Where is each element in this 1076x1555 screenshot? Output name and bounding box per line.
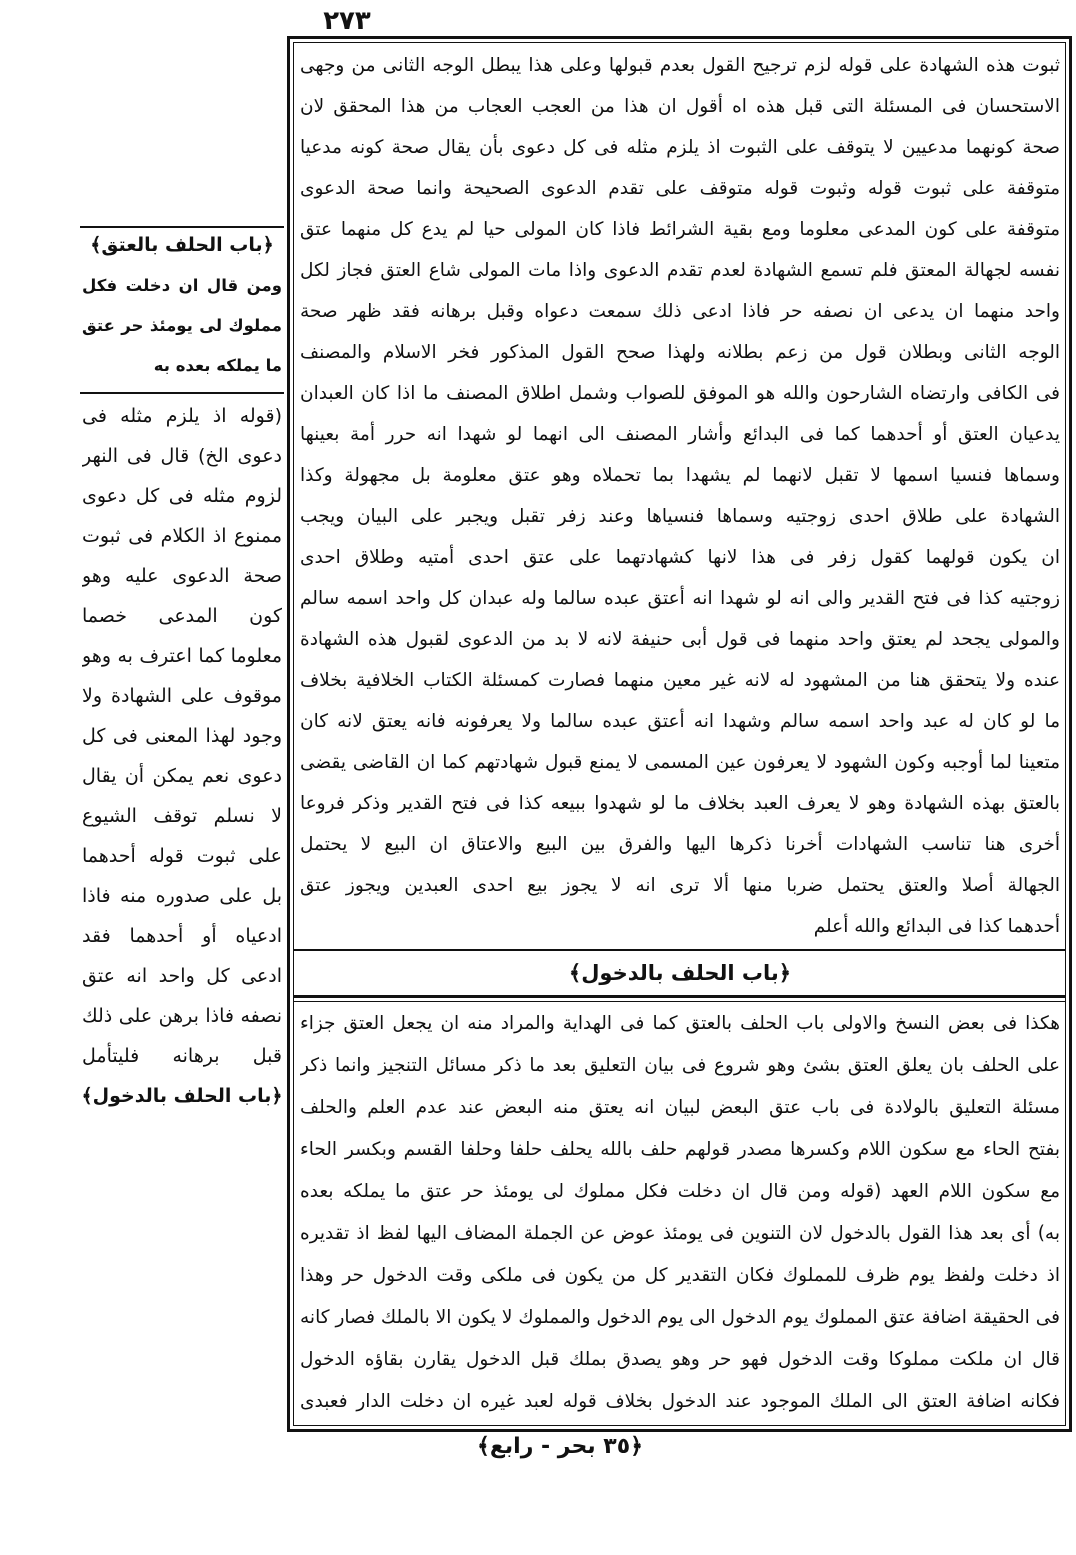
- margin-commentary-line: موقوف على الشهادة ولا: [82, 685, 282, 707]
- main-text-line: قال ان ملكت مملوكا وقت الدخول فهو حر وهو يصدق بملك قبل الدخول يقارن بقاؤه الدخول: [300, 1349, 1060, 1370]
- page-number: ٢٧٣: [323, 6, 371, 36]
- margin-commentary-line: لا نسلم توقف الشيوع: [82, 805, 282, 827]
- main-text-line: مسئلة التعليق بالولادة فى باب عتق البعض لبيان انه يعتق منه البعض عند عدم العلم والحلف: [300, 1097, 1060, 1118]
- main-text-line: عنده ولا يتحقق هنا من المشهود له لانه غير معين منهما فصارت كمسئلة الكتاب الخلافية بخلاف: [300, 670, 1060, 691]
- margin-next-chapter-heading: ﴿باب الحلف بالدخول﴾: [81, 1085, 283, 1107]
- main-text-line: زوجتيه كذا فى فتح القدير والى انه لو شهدا انه أعتق عبده سالما وله عبدان كل واحد اسمه سالم: [300, 588, 1060, 609]
- main-text-line: ما لو كان له عبد واحد اسمه سالم وشهدا انه أعتق عبده سالما ولا يعرفونه فانه يعتق لانه كان: [300, 711, 1060, 732]
- main-text-line: الجهالة أصلا والعتق يحتمل ضربا منها ألا ترى انه لا يجوز بيع احدى العبدين ويجوز عتق: [300, 875, 1060, 896]
- margin-chapter-heading: ﴿باب الحلف بالعتق﴾: [90, 234, 274, 256]
- margin-matn-line: ما يملكه بعده به: [153, 356, 282, 375]
- main-text-line: أخرى هنا تناسب الشهادات أخرنا ذكرها اليها والفرق بين البيع والاعتاق ان البيع لا يحتمل: [300, 834, 1060, 855]
- margin-divider: [80, 392, 284, 394]
- main-text-section-after-heading: [300, 1003, 1060, 1423]
- margin-commentary-line: ممنوع اذ الكلام فى ثبوت: [82, 525, 282, 547]
- margin-commentary-line: دعوى نعم يمكن أن يقال: [82, 765, 282, 787]
- main-text-line: صحة كونهما مدعيين لا يتوقف على الثبوت اذ يلزم مثله فى كل دعوى بأن يقال صحة كونه مدعيا: [300, 137, 1060, 158]
- main-text-line: متعينا لما أوجبه وكون الشهود لا يعرفون عين المسمى لا يمنع قبول شهادتهم كما ان القاضى يقضى: [300, 752, 1060, 773]
- main-text-line: فكانه اضافة العتق الى الملك الموجود عند الدخول بخلاف قوله لعبد غيره ان دخلت الدار فعبدى: [300, 1391, 1060, 1412]
- margin-commentary-line: كون المدعى خصما: [82, 605, 282, 627]
- main-text-line: متوقفة على ثبوت قوله وثبوت قوله متوقف على تقدم الدعوى الصحيحة وانما صحة الدعوى: [300, 178, 1060, 199]
- main-text-line: الوجه الثانى وبطلان قول من زعم بطلانه ولهذا صحح القول المذكور فخر الاسلام والمصنف: [300, 342, 1060, 363]
- page-footer-signature: ﴿٣٥ بحر - رابع﴾: [476, 1434, 644, 1459]
- section-divider: [294, 949, 1065, 951]
- main-text-line: وسماها فنسيا اسمها لا تقبل لانهما لم يشهدا بما تحملاه وهو عتق معلومة بل مجهولة وكذا: [300, 465, 1060, 486]
- main-text-line: بالعتق بهذه الشهادة وهو لا يعرف العبد بخلاف ما لو شهدوا ببيعه كذا فى فتح القدير وذكر فروعا: [300, 793, 1060, 814]
- main-text-line: على الحلف بان يعلق العتق بشئ وهو شروع فى بيان التعليق بعد ما ذكر مسائل التنجيز وانما ذكر: [300, 1055, 1060, 1076]
- section-divider-double: [294, 995, 1065, 1002]
- margin-commentary-line: وجود لهذا المعنى فى كل: [82, 725, 282, 747]
- margin-matn-line: مملوك لى يومئذ حر عتق: [82, 316, 282, 335]
- margin-commentary-line: صحة الدعوى عليه وهو: [82, 565, 282, 587]
- main-text-line: اذ دخلت ولفظ يوم ظرف للمملوك فكان التقدير كل من يكون فى ملكى وقت الدخول حر وهذا: [300, 1265, 1060, 1286]
- main-text-line: نفسه لجهالة المعتق فلم تسمع الشهادة لعدم تقدم الدعوى واذا مات المولى شاع العتق فجاز لكل: [300, 260, 1060, 281]
- main-text-section: [300, 45, 1060, 947]
- main-text-line: يدعيان العتق أو أحدهما كما فى البدائع وأشار المصنف الى انهما لو شهدا انه حرر أمة بعينها: [300, 424, 1060, 445]
- margin-commentary: [82, 396, 282, 1076]
- main-text-line: به) أى بعد هذا القول بالدخول لان التنوين فى يومئذ عوض عن الجملة المضاف اليها لفظ اذ تقديره: [300, 1223, 1060, 1244]
- margin-commentary-line: بل على صدوره منه فاذا: [82, 885, 282, 907]
- margin-commentary-line: (قوله اذ يلزم مثله فى: [82, 405, 282, 427]
- margin-matn-line: ومن قال ان دخلت فكل: [82, 276, 282, 295]
- margin-commentary-line: نصفه فاذا برهن على ذلك: [82, 1005, 282, 1027]
- main-text-line: الاستحسان فى المسئلة التى قبل هذه اه أقول ان هذا من العجب العجاب من هذا المحقق لان: [300, 96, 1060, 117]
- margin-commentary-line: معلوما كما اعترف به وهو: [82, 645, 282, 667]
- main-text-line: بفتح الحاء مع سكون اللام وكسرها مصدر قولهم حلف بالله يحلف حلفا وحلفا القسم وبكسر الحاء: [300, 1139, 1060, 1160]
- chapter-heading: ﴿باب الحلف بالدخول﴾: [568, 961, 792, 985]
- main-text-line: والمولى يجحد لم يعتق واحد منهما فى قول أبى حنيفة لانه لا بد من الدعوى لقبول هذه الشهادة: [300, 629, 1060, 650]
- margin-matn: [82, 266, 282, 386]
- main-text-line: الشهادة على طلاق احدى زوجتيه وسماها فنسياها وعند زفر تقبل ويجبر على البيان ويجب: [300, 506, 1060, 527]
- main-text-line: ان يكون قولهما كقول زفر فى هذا لانها كشهادتهما على عتق احدى أمتيه وطلاق احدى: [300, 547, 1060, 568]
- main-text-line: هكذا فى بعض النسخ والاولى باب الحلف بالعتق كما فى الهداية والمراد منه ان يجعل العتق جزاء: [300, 1013, 1060, 1034]
- main-text-line: فى الحقيقة اضافة عتق المملوك يوم الدخول الى يوم الدخول والمملوك لا يكون الا بالملك فصار كانه: [300, 1307, 1060, 1328]
- margin-commentary-line: ادعى كل واحد انه عتق: [82, 965, 282, 987]
- margin-commentary-line: لزوم مثله فى كل دعوى: [82, 485, 282, 507]
- margin-commentary-line: ادعياه أو أحدهما فقد: [82, 925, 282, 947]
- main-text-line: أحدهما كذا فى البدائع والله أعلم: [813, 916, 1060, 937]
- main-text-line: مع سكون اللام العهد (قوله ومن قال ان دخلت فكل مملوك لى يومئذ حر عتق ما يملكه بعده: [300, 1181, 1060, 1202]
- main-text-line: متوقفة على كون المدعى معلوما ومع بقية الشرائط فاذا كان المولى حيا لم يدع كل منهما عتق: [300, 219, 1060, 240]
- main-text-line: فى الكافى وارتضاه الشارحون والله هو الموفق للصواب وشمل اطلاق المصنف ما اذا كان العبدان: [300, 383, 1060, 404]
- margin-divider: [80, 226, 284, 228]
- margin-commentary-line: قبل برهانه فليتأمل: [82, 1045, 282, 1067]
- main-text-line: واحد منهما ان يدعى ان نصفه حر فاذا ادعى ذلك سمعت دعواه وقبل برهانه فقد ظهر صحة: [300, 301, 1060, 322]
- margin-commentary-line: دعوى الخ) قال فى النهر: [82, 445, 282, 467]
- main-text-line: ثبوت هذه الشهادة على قوله لزم ترجيح القول بعدم قبولها وعلى هذا يبطل الوجه الثانى من وجهى: [300, 55, 1060, 76]
- margin-commentary-line: على ثبوت قوله أحدهما: [82, 845, 282, 867]
